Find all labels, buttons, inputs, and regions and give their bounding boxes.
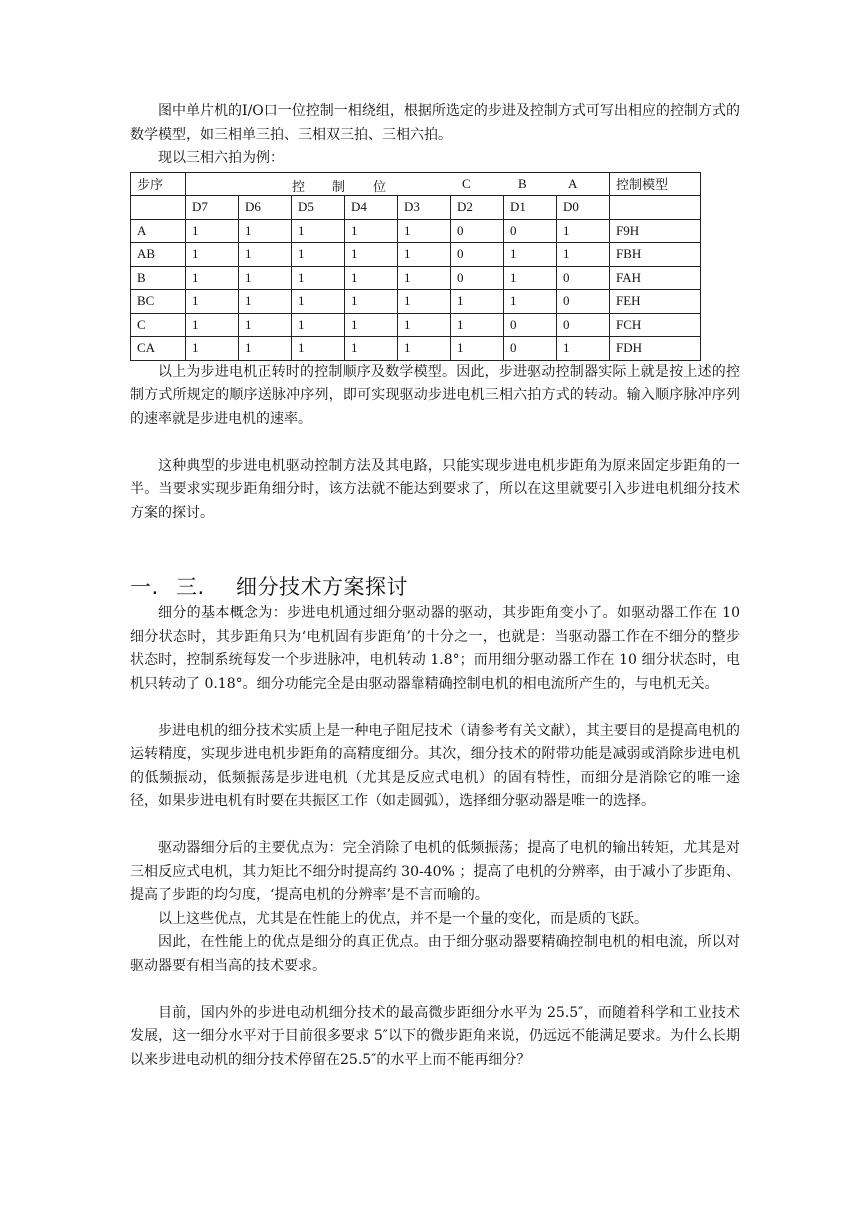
row-bit: 0 bbox=[557, 266, 610, 290]
bit-label: D1 bbox=[504, 196, 557, 220]
row-step: CA bbox=[131, 337, 186, 361]
paragraph-spacer bbox=[130, 814, 740, 838]
header-phase-a: A bbox=[568, 175, 578, 191]
paragraph-spacer bbox=[130, 431, 740, 455]
row-bit: 1 bbox=[292, 290, 345, 314]
header-step: 步序 bbox=[131, 172, 186, 196]
table-row bbox=[131, 266, 701, 290]
row-bit: 0 bbox=[504, 313, 557, 337]
row-bit: 1 bbox=[292, 243, 345, 267]
row-bit: 1 bbox=[398, 243, 451, 267]
header-control-bits bbox=[186, 172, 610, 196]
row-bit: 1 bbox=[345, 243, 398, 267]
row-bit: 0 bbox=[451, 266, 504, 290]
section-heading bbox=[130, 572, 740, 602]
body-paragraph: 驱动器细分后的主要优点为：完全消除了电机的低频振荡；提高了电机的输出转矩，尤其是对三相反应式电机，其力矩比不细分时提高约 30-40% ；提高了电机的分辨率，由于减小了步距角、提高了步距的均匀度，‘提高电机的分辨率’是不言而喻的。 bbox=[130, 840, 740, 903]
row-bit: 1 bbox=[345, 219, 398, 243]
row-bit: 1 bbox=[345, 290, 398, 314]
row-bit: 0 bbox=[451, 219, 504, 243]
row-bit: 1 bbox=[186, 243, 239, 267]
table-row bbox=[131, 219, 701, 243]
table-row bbox=[131, 337, 701, 361]
bit-label: D2 bbox=[451, 196, 504, 220]
row-bit: 1 bbox=[398, 290, 451, 314]
body-paragraph: 以上这些优点，尤其是在性能上的优点，并不是一个量的变化，而是质的飞跃。 bbox=[158, 910, 648, 927]
bit-label: D4 bbox=[345, 196, 398, 220]
section-spacer bbox=[130, 525, 740, 572]
row-bit: 1 bbox=[292, 313, 345, 337]
bit-label: D3 bbox=[398, 196, 451, 220]
body-paragraph: 因此，在性能上的优点是细分的真正优点。由于细分驱动器要精确控制电机的相电流，所以对驱动器要有相当高的技术要求。 bbox=[130, 934, 740, 974]
body-paragraph: 目前，国内外的步进电动机细分技术的最高微步距细分水平为 25.5″，而随着科学和工业技术发展，这一细分水平对于目前很多要求 5″以下的微步距角来说，仍远远不能满足要求。为什么长期以来步进电动机的细分技术停留在25.5″的水平上而不能再细分？ bbox=[130, 1004, 740, 1068]
row-model: FBH bbox=[610, 243, 701, 267]
row-bit: 1 bbox=[292, 266, 345, 290]
row-bit: 0 bbox=[557, 290, 610, 314]
row-model: FDH bbox=[610, 337, 701, 361]
row-bit: 1 bbox=[451, 337, 504, 361]
row-bit: 1 bbox=[345, 337, 398, 361]
row-bit: 1 bbox=[451, 313, 504, 337]
bit-row-empty bbox=[610, 196, 701, 220]
row-bit: 1 bbox=[239, 313, 292, 337]
row-bit: 0 bbox=[504, 337, 557, 361]
row-bit: 1 bbox=[504, 243, 557, 267]
row-step: BC bbox=[131, 290, 186, 314]
table-bit-row bbox=[131, 196, 701, 220]
body-paragraph: 步进电机的细分技术实质上是一种电子阻尼技术（请参考有关文献），其主要目的是提高电机的运转精度，实现步进电机步距角的高精度细分。其次，细分技术的附带功能是减弱或消除步进电机的低频振动，低频振荡是步进电机（尤其是反应式电机）的固有特性，而细分是消除它的唯一途径，如果步进电机有时要在共振区工作（如走圆弧），选择细分驱动器是唯一的选择。 bbox=[130, 722, 740, 809]
row-bit: 1 bbox=[186, 266, 239, 290]
row-bit: 1 bbox=[239, 219, 292, 243]
row-bit: 1 bbox=[557, 243, 610, 267]
row-bit: 1 bbox=[239, 266, 292, 290]
row-bit: 1 bbox=[398, 266, 451, 290]
bit-label: D7 bbox=[186, 196, 239, 220]
row-bit: 1 bbox=[292, 337, 345, 361]
row-bit: 1 bbox=[186, 337, 239, 361]
section-number-1: 一. bbox=[130, 575, 159, 599]
row-bit: 1 bbox=[557, 337, 610, 361]
row-bit: 1 bbox=[186, 290, 239, 314]
row-bit: 1 bbox=[504, 266, 557, 290]
table-explanation-paragraph: 以上为步进电机正转时的控制顺序及数学模型。因此，步进驱动控制器实际上就是按上述的控制方式所规定的顺序送脉冲序列，即可实现驱动步进电机三相六拍方式的转动。输入顺序脉冲序列的速率就是步进电机的速率。 bbox=[130, 363, 740, 427]
row-bit: 1 bbox=[398, 313, 451, 337]
intro-paragraph: 图中单片机的I/O口一位控制一相绕组，根据所选定的步进及控制方式可写出相应的控制方式的数学模型，如三相单三拍、三相双三拍、三相六拍。 bbox=[130, 103, 740, 143]
row-bit: 1 bbox=[504, 290, 557, 314]
control-table bbox=[130, 172, 701, 361]
bit-label: D0 bbox=[557, 196, 610, 220]
table-header-row bbox=[131, 172, 701, 196]
paragraph-spacer bbox=[130, 696, 740, 720]
row-bit: 1 bbox=[345, 266, 398, 290]
bit-row-empty bbox=[131, 196, 186, 220]
row-bit: 1 bbox=[239, 290, 292, 314]
header-phase-c: C bbox=[462, 175, 471, 191]
row-step: C bbox=[131, 313, 186, 337]
row-bit: 1 bbox=[186, 219, 239, 243]
bit-label: D6 bbox=[239, 196, 292, 220]
paragraph-spacer bbox=[130, 978, 740, 1002]
table-row bbox=[131, 290, 701, 314]
row-bit: 1 bbox=[557, 219, 610, 243]
row-bit: 0 bbox=[451, 243, 504, 267]
section-title: 细分技术方案探讨 bbox=[236, 575, 408, 599]
row-step: AB bbox=[131, 243, 186, 267]
row-bit: 1 bbox=[451, 290, 504, 314]
row-bit: 1 bbox=[239, 337, 292, 361]
table-row bbox=[131, 243, 701, 267]
row-model: FEH bbox=[610, 290, 701, 314]
row-model: F9H bbox=[610, 219, 701, 243]
header-control-char-3: 位 bbox=[373, 178, 387, 194]
row-bit: 1 bbox=[398, 219, 451, 243]
row-bit: 1 bbox=[345, 313, 398, 337]
row-bit: 1 bbox=[398, 337, 451, 361]
row-bit: 1 bbox=[186, 313, 239, 337]
header-model: 控制模型 bbox=[610, 172, 701, 196]
limitation-paragraph: 这种典型的步进电机驱动控制方法及其电路，只能实现步进电机步距角为原来固定步距角的一半。当要求实现步距角细分时，该方法就不能达到要求了，所以在这里就要引入步进电机细分技术方案的探讨。 bbox=[130, 457, 740, 521]
row-bit: 0 bbox=[504, 219, 557, 243]
row-model: FAH bbox=[610, 266, 701, 290]
table-intro-line: 现以三相六拍为例： bbox=[158, 150, 284, 166]
section-number-2: 三. bbox=[176, 575, 205, 599]
table-row bbox=[131, 313, 701, 337]
row-step: A bbox=[131, 219, 186, 243]
row-bit: 1 bbox=[239, 243, 292, 267]
header-phase-b: B bbox=[518, 175, 527, 191]
bit-label: D5 bbox=[292, 196, 345, 220]
header-control-char-2: 制 bbox=[332, 178, 346, 194]
row-step: B bbox=[131, 266, 186, 290]
document-page bbox=[130, 100, 740, 1072]
header-control-char-1: 控 bbox=[292, 178, 306, 194]
row-bit: 1 bbox=[292, 219, 345, 243]
row-bit: 0 bbox=[557, 313, 610, 337]
body-paragraph: 细分的基本概念为：步进电机通过细分驱动器的驱动，其步距角变小了。如驱动器工作在 10 细分状态时，其步距角只为‘电机固有步距角’的十分之一，也就是：当驱动器工作在不细分的整步状态时，控制系统每发一个步进脉冲，电机转动 1.8°；而用细分驱动器工作在 10 细分状态时，电机只转动了 0.18°。细分功能完全是由驱动器靠精确控制电机的相电流所产生的，与电机无关。 bbox=[130, 605, 740, 692]
row-model: FCH bbox=[610, 313, 701, 337]
